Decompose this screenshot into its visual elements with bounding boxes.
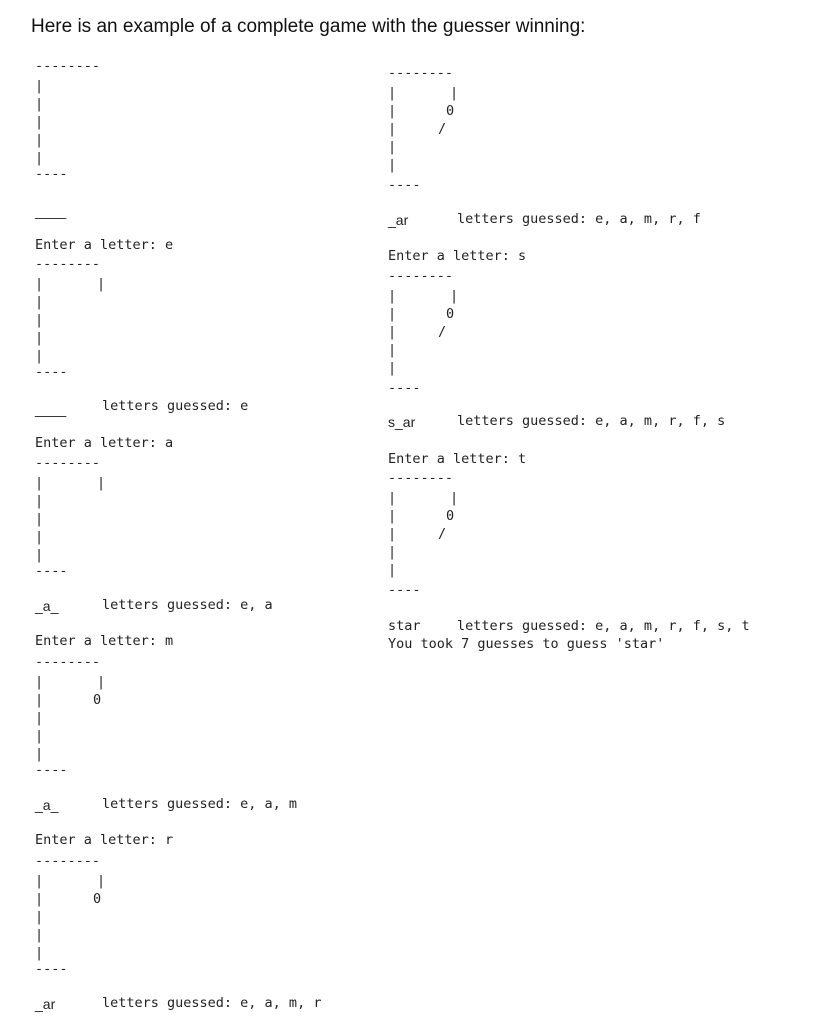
gallows-top: --------: [35, 58, 101, 74]
gallows-base: ----: [388, 177, 421, 193]
gallows-post: |: [388, 121, 397, 137]
gallows-rope: |: [450, 85, 459, 101]
input-prompt: Enter a letter: e: [35, 237, 174, 253]
gallows-base: ----: [35, 166, 68, 182]
input-prompt: Enter a letter: s: [388, 248, 527, 264]
gallows-rope: |: [450, 288, 459, 304]
input-prompt: Enter a letter: r: [35, 832, 174, 848]
gallows-post: |: [35, 710, 44, 726]
input-prompt: Enter a letter: t: [388, 451, 527, 467]
gallows-post: |: [388, 544, 397, 560]
gallows-rope: |: [97, 475, 106, 491]
word-progress: ____: [35, 401, 67, 417]
gallows-post: |: [35, 728, 44, 744]
hangman-head: 0: [446, 306, 455, 322]
hangman-head: 0: [93, 692, 102, 708]
gallows-post: |: [35, 276, 44, 292]
gallows-post: |: [35, 493, 44, 509]
gallows-post: |: [35, 96, 44, 112]
gallows-post: |: [388, 139, 397, 155]
gallows-top: --------: [388, 470, 454, 486]
gallows-base: ----: [35, 762, 68, 778]
gallows-post: |: [388, 360, 397, 376]
gallows-post: |: [35, 348, 44, 364]
gallows-post: |: [35, 312, 44, 328]
gallows-rope: |: [97, 674, 106, 690]
gallows-rope: |: [97, 276, 106, 292]
gallows-post: |: [35, 511, 44, 527]
final-message: You took 7 guesses to guess 'star': [388, 636, 665, 652]
gallows-post: |: [35, 547, 44, 563]
gallows-post: |: [388, 490, 397, 506]
gallows-post: |: [35, 674, 44, 690]
gallows-top: --------: [388, 65, 454, 81]
gallows-base: ----: [35, 563, 68, 579]
gallows-post: |: [388, 342, 397, 358]
input-prompt: Enter a letter: m: [35, 633, 174, 649]
gallows-top: --------: [35, 654, 101, 670]
letters-guessed: letters guessed: e, a, m, r, f, s, t: [457, 618, 750, 634]
word-progress: s_ar: [388, 414, 416, 430]
gallows-post: |: [388, 324, 397, 340]
gallows-post: |: [35, 945, 44, 961]
gallows-post: |: [35, 692, 44, 708]
word-progress: _ar: [35, 996, 56, 1012]
hangman-head: 0: [446, 103, 455, 119]
gallows-post: |: [388, 508, 397, 524]
gallows-post: |: [35, 114, 44, 130]
gallows-base: ----: [35, 961, 68, 977]
gallows-post: |: [35, 873, 44, 889]
input-prompt: Enter a letter: a: [35, 435, 174, 451]
letters-guessed: letters guessed: e, a, m, r: [102, 995, 322, 1011]
hangman-head: 0: [446, 508, 455, 524]
gallows-post: |: [35, 529, 44, 545]
gallows-post: |: [388, 288, 397, 304]
gallows-base: ----: [35, 364, 68, 380]
hangman-arm: /: [438, 526, 447, 542]
gallows-post: |: [388, 103, 397, 119]
word-progress: _a_: [35, 598, 59, 614]
gallows-post: |: [35, 294, 44, 310]
word-progress: ____: [35, 203, 67, 219]
gallows-post: |: [35, 891, 44, 907]
gallows-post: |: [35, 927, 44, 943]
word-progress: _a_: [35, 797, 59, 813]
gallows-top: --------: [388, 268, 454, 284]
gallows-post: |: [35, 909, 44, 925]
gallows-top: --------: [35, 853, 101, 869]
gallows-post: |: [35, 78, 44, 94]
gallows-base: ----: [388, 380, 421, 396]
gallows-post: |: [388, 526, 397, 542]
gallows-post: |: [388, 157, 397, 173]
page-heading: Here is an example of a complete game with the guesser winning:: [31, 16, 586, 37]
gallows-post: |: [35, 150, 44, 166]
gallows-post: |: [388, 306, 397, 322]
gallows-base: ----: [388, 582, 421, 598]
word-progress: star: [388, 618, 421, 634]
word-progress: _ar: [388, 212, 409, 228]
letters-guessed: letters guessed: e, a, m: [102, 796, 298, 812]
gallows-post: |: [35, 746, 44, 762]
letters-guessed: letters guessed: e, a, m, r, f, s: [457, 413, 726, 429]
hangman-head: 0: [93, 891, 102, 907]
gallows-post: |: [35, 475, 44, 491]
gallows-post: |: [388, 85, 397, 101]
gallows-top: --------: [35, 455, 101, 471]
gallows-rope: |: [97, 873, 106, 889]
letters-guessed: letters guessed: e, a: [102, 597, 273, 613]
letters-guessed: letters guessed: e: [102, 398, 249, 414]
letters-guessed: letters guessed: e, a, m, r, f: [457, 211, 701, 227]
hangman-arm: /: [438, 121, 447, 137]
gallows-rope: |: [450, 490, 459, 506]
gallows-post: |: [388, 562, 397, 578]
hangman-arm: /: [438, 324, 447, 340]
gallows-post: |: [35, 330, 44, 346]
gallows-top: --------: [35, 256, 101, 272]
gallows-post: |: [35, 132, 44, 148]
